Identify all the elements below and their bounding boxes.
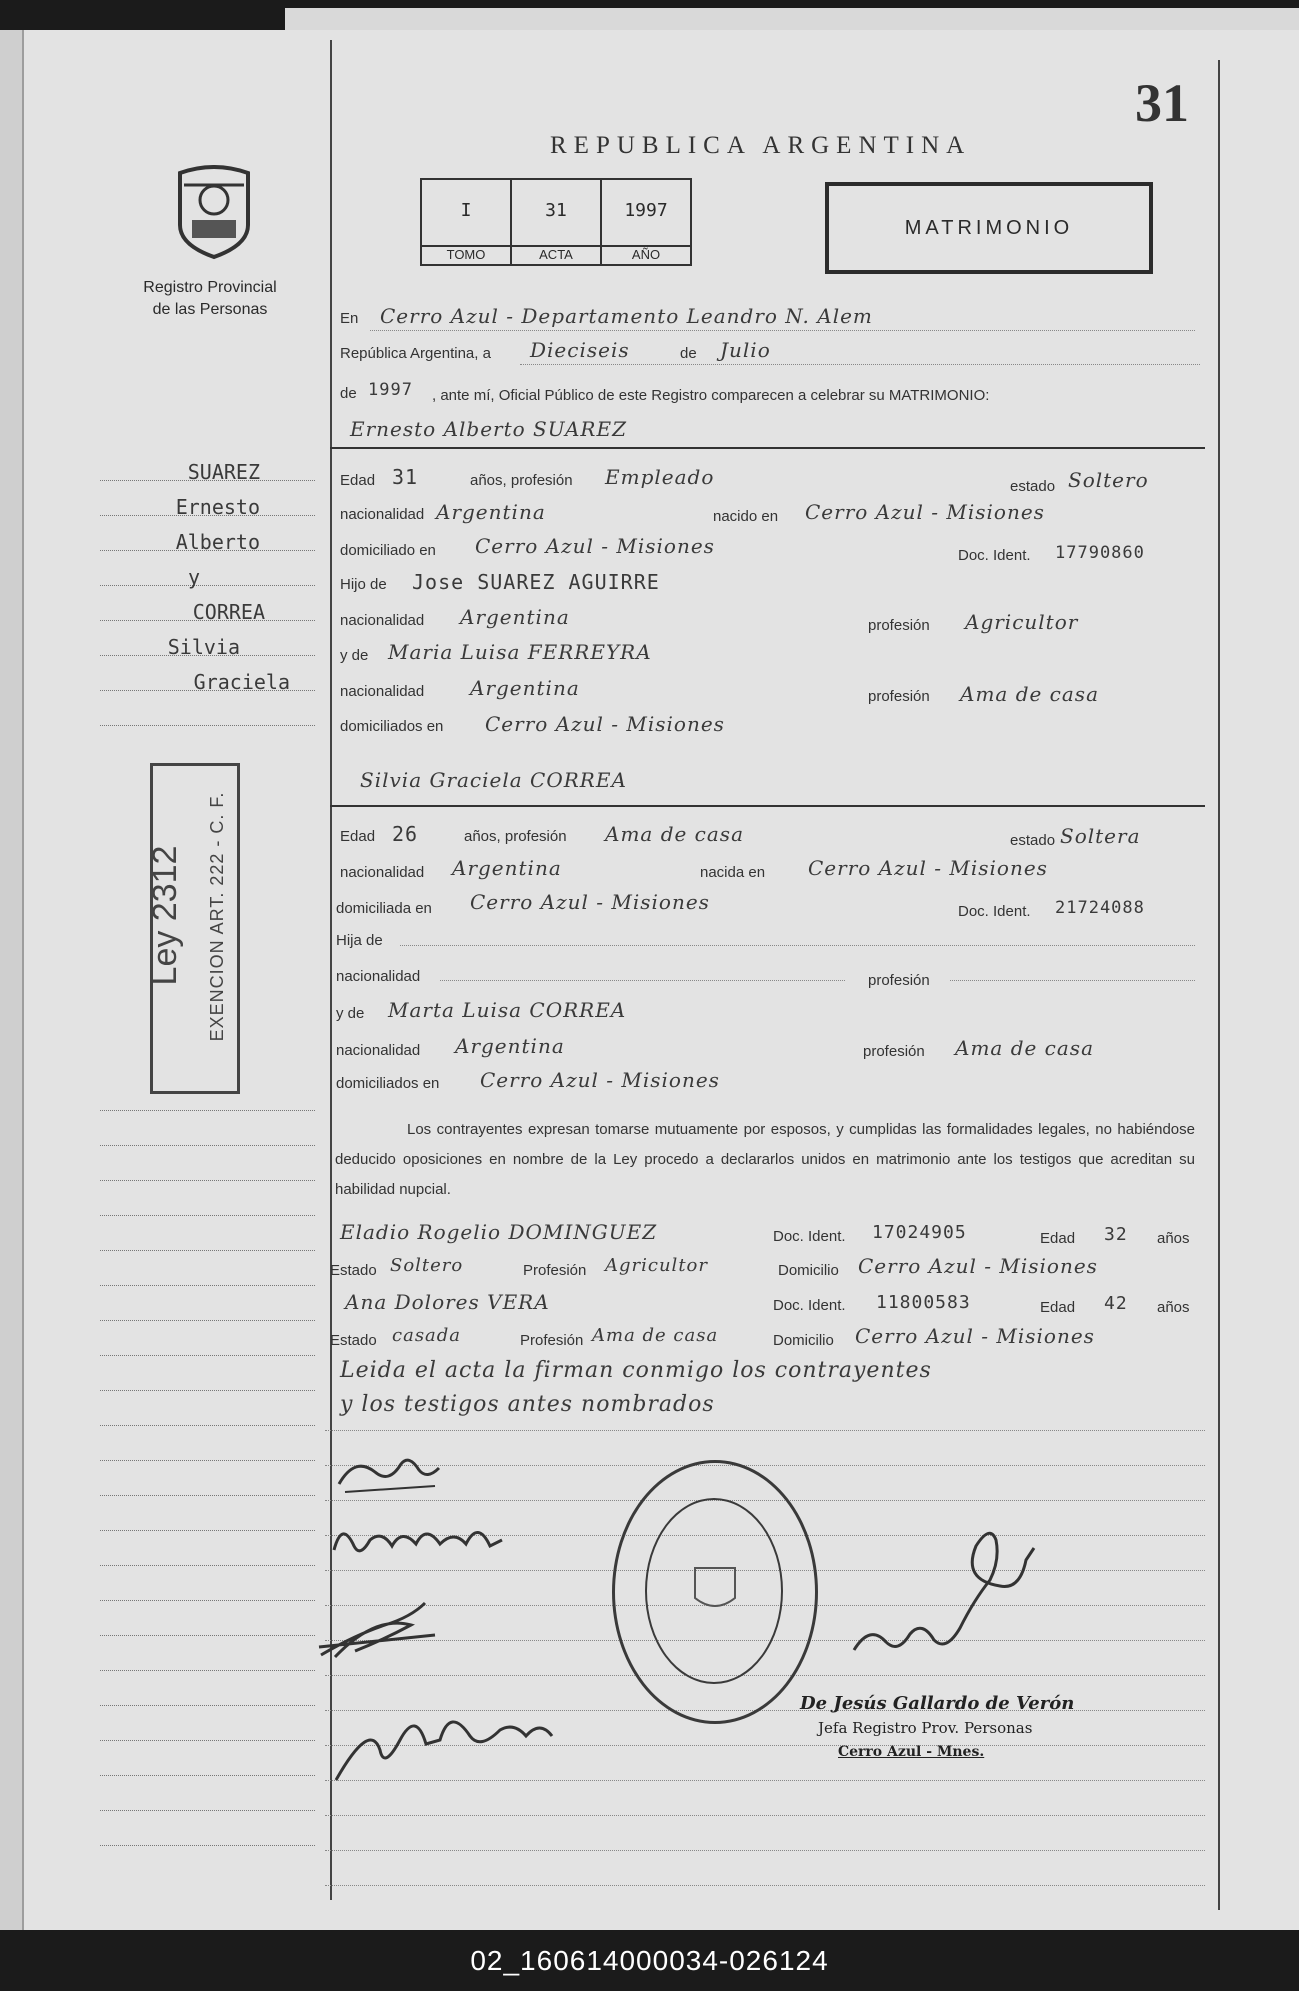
groom-age-label: Edad [340,472,376,489]
witness-1-age: 32 [1104,1224,1128,1245]
bride-name: Silvia Graciela CORREA [360,768,627,792]
intro-en-label: En [340,310,359,327]
intro-month: Julio [720,338,771,362]
groom-name: Ernesto Alberto SUAREZ [350,417,627,441]
closing-line-1: Leida el acta la firman conmigo los contrayentes [340,1358,932,1383]
bride-mother-prof-label: profesión [863,1043,925,1060]
witness-2-id: 11800583 [876,1292,971,1313]
binding-edge [0,30,24,1930]
volume-value: I [460,200,472,221]
record-value: 31 [545,200,567,221]
bride-parents-dom: Cerro Azul - Misiones [480,1068,720,1092]
groom-mother-nat-label: nacionalidad [340,683,425,700]
officer-block [800,1692,1074,1764]
bride-domicile: Cerro Azul - Misiones [470,890,710,914]
exemption-stamp [146,763,240,1094]
registry-office [110,277,310,321]
officer-place: Cerro Azul - Mnes. [838,1744,985,1760]
bride-mother: Marta Luisa CORREA [388,998,627,1022]
groom-nationality: Argentina [436,500,546,524]
groom-father-prof: Agricultor [965,610,1079,634]
groom-father-prof-label: profesión [868,617,930,634]
seal-emblem-icon [685,1558,745,1618]
witness-2-years-label: años [1157,1299,1190,1316]
witness-1-name: Eladio Rogelio DOMINGUEZ [340,1220,658,1244]
groom-domicile: Cerro Azul - Misiones [475,534,715,558]
scan-file-code: 02_160614000034-026124 [470,1945,829,1976]
bride-mother-nat-label: nacionalidad [336,1042,421,1059]
margin-note: Graciela [193,670,290,694]
witness-1-status: Soltero [390,1255,464,1276]
volume-cell [422,180,512,264]
margin-note: SUAREZ [187,460,260,484]
document-type: MATRIMONIO [825,182,1153,274]
bride-father-line [400,945,1195,946]
bride-nationality: Argentina [452,856,562,880]
groom-signature [335,1450,445,1500]
witness-2-signature [330,1700,570,1790]
margin-note: Alberto [175,530,260,554]
witness-1-age-label: Edad [1040,1230,1076,1247]
volume-label: TOMO [422,245,510,262]
intro-day: Dieciseis [530,338,630,362]
exemption-law: Ley 2312 [146,845,184,986]
bride-status: Soltera [1060,824,1141,848]
margin-note: CORREA [192,600,265,624]
witness-1-dom-label: Domicilio [778,1262,839,1279]
witness-1-prof-label: Profesión [523,1262,587,1279]
groom-mother-label: y de [340,647,369,664]
record-cell [512,180,602,264]
groom-born-label: nacido en [713,508,779,525]
groom-domicile-label: domiciliado en [340,542,436,559]
folio-number: 31 [1135,73,1189,133]
bride-signature [330,1510,510,1570]
bride-father-prof-line [950,980,1195,981]
intro-line-1 [370,330,1195,331]
country-heading: REPUBLICA ARGENTINA [550,132,972,159]
bride-born: Cerro Azul - Misiones [808,856,1048,880]
witness-2-age: 42 [1104,1293,1128,1314]
record-reference-box [420,178,692,266]
bride-age-label: Edad [340,828,376,845]
groom-years-label: años, profesión [470,472,573,489]
groom-age: 31 [392,465,419,489]
groom-mother-nat: Argentina [470,676,580,700]
witness-2-prof-label: Profesión [520,1332,584,1349]
intro-de-label: de [680,345,697,362]
groom-parents-dom: Cerro Azul - Misiones [485,712,725,736]
witness-2-status-label: Estado [330,1332,377,1349]
groom-status-label: estado [1010,478,1056,495]
witness-1-id: 17024905 [872,1222,967,1243]
bride-father-nat-line [440,980,845,981]
bride-domicile-label: domiciliada en [336,900,432,917]
officer-role: Jefa Registro Prov. Personas [818,1719,1033,1737]
groom-father-nat: Argentina [460,605,570,629]
witness-1-profession: Agricultor [605,1255,708,1276]
bride-nationality-label: nacionalidad [340,864,425,881]
groom-status: Soltero [1068,468,1149,492]
witness-2-name: Ana Dolores VERA [345,1290,550,1314]
groom-profession: Empleado [605,465,715,489]
witness-1-domicile: Cerro Azul - Misiones [858,1254,1098,1278]
intro-statement: , ante mí, Oficial Público de este Registro comparecen a celebrar su MATRIMONIO: [432,387,990,404]
registry-line-2: de las Personas [152,301,268,318]
right-rule [1218,60,1220,1910]
bride-id: 21724088 [1055,898,1145,918]
bride-parents-dom-label: domiciliados en [336,1075,440,1092]
bride-father-prof-label: profesión [868,972,930,989]
officer-name: De Jesús Gallardo de Verón [800,1693,1075,1714]
bride-profession: Ama de casa [605,822,744,846]
year-cell [602,180,690,264]
bride-mother-nat: Argentina [455,1034,565,1058]
groom-id: 17790860 [1055,543,1145,563]
intro-line-2 [520,364,1200,365]
exemption-article: EXENCION ART. 222 - C. F. [207,791,227,1042]
intro-republic-label: República Argentina, a [340,345,491,362]
groom-father: Jose SUAREZ AGUIRRE [412,570,660,594]
groom-separator [330,447,1205,449]
witness-2-dom-label: Domicilio [773,1332,834,1349]
witness-1-years-label: años [1157,1230,1190,1247]
closing-line-2: y los testigos antes nombrados [340,1392,715,1417]
year-label: AÑO [602,245,690,262]
groom-mother-prof-label: profesión [868,688,930,705]
groom-father-label: Hijo de [340,576,387,593]
margin-note: Silvia [167,635,240,659]
bride-father-nat-label: nacionalidad [336,968,421,985]
witness-1-id-label: Doc. Ident. [773,1228,846,1245]
bride-father-label: Hija de [336,932,383,949]
provincial-crest-icon [170,165,258,260]
bride-mother-prof: Ama de casa [955,1036,1094,1060]
official-seal [612,1460,818,1724]
groom-mother-prof: Ama de casa [960,682,1099,706]
witness-2-status: casada [392,1325,462,1346]
margin-note: Ernesto [175,495,260,519]
groom-father-nat-label: nacionalidad [340,612,425,629]
groom-parents-dom-label: domiciliados en [340,718,444,735]
intro-de-label-2: de [340,385,357,402]
witness-1-status-label: Estado [330,1262,377,1279]
bride-mother-label: y de [336,1005,365,1022]
groom-born: Cerro Azul - Misiones [805,500,1045,524]
witness-2-age-label: Edad [1040,1299,1076,1316]
record-label: ACTA [512,245,600,262]
groom-nationality-label: nacionalidad [340,506,425,523]
margin-note: y [187,565,200,589]
groom-id-label: Doc. Ident. [958,547,1031,564]
witness-2-profession: Ama de casa [592,1325,719,1346]
declaration-paragraph: Los contrayentes expresan tomarse mutuamente por esposos, y cumplidas las formalidades legales, no habiéndose deducido oposiciones en nombre de la Ley procedo a declararlos unidos en matrimonio ante los testigos que acreditan su habilidad nupcial. [335,1121,1195,1198]
intro-place: Cerro Azul - Departamento Leandro N. Alem [380,304,873,328]
intro-year: 1997 [368,380,413,400]
bride-separator [330,805,1205,807]
bride-years-label: años, profesión [464,828,567,845]
witness-2-id-label: Doc. Ident. [773,1297,846,1314]
bride-status-label: estado [1010,832,1056,849]
bride-age: 26 [392,822,419,846]
witness-1-signature [315,1595,445,1665]
bride-id-label: Doc. Ident. [958,903,1031,920]
witness-2-domicile: Cerro Azul - Misiones [855,1324,1095,1348]
year-value: 1997 [624,200,668,221]
bride-born-label: nacida en [700,864,766,881]
registry-line-1: Registro Provincial [143,279,277,296]
officer-signature [850,1520,1040,1670]
groom-mother: Maria Luisa FERREYRA [388,640,652,664]
